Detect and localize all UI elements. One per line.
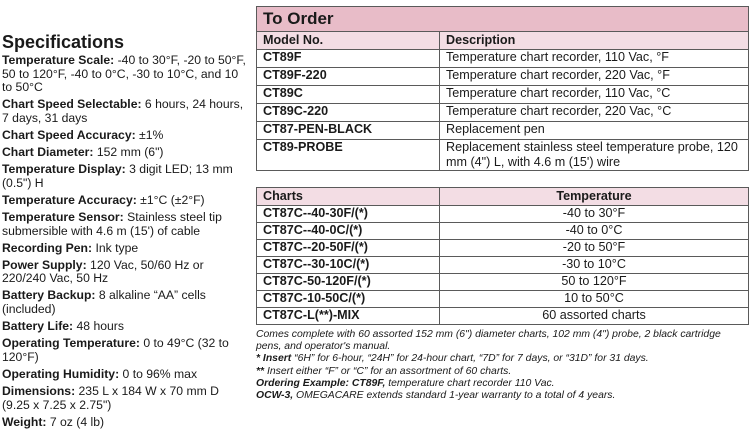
charts-column-header: Charts: [257, 188, 440, 206]
order-row: [257, 104, 749, 122]
spec-value: 0 to 49°C (32 to 120°F): [2, 336, 229, 364]
spec-item: [2, 320, 248, 334]
chart-model: CT87C--40-0C/(*): [257, 223, 440, 240]
order-row: [257, 140, 749, 171]
spec-item: [2, 146, 248, 160]
model-description: Replacement stainless steel temperature probe, 120 mm (4") L, with 4.6 m (15') wire: [440, 140, 749, 171]
order-row: [257, 50, 749, 68]
spec-value: ±1°C (±2°F): [136, 192, 205, 207]
chart-temperature: 10 to 50°C: [440, 291, 749, 308]
spec-label: Temperature Display:: [2, 162, 126, 177]
spec-label: Operating Humidity:: [2, 366, 120, 381]
spec-value: 3 digit LED; 13 mm (0.5") H: [2, 162, 233, 190]
model-description: Temperature chart recorder, 110 Vac, °F: [440, 50, 749, 68]
specifications-heading: Specifications: [2, 32, 125, 52]
spec-label: Temperature Sensor:: [2, 209, 124, 224]
ordering-example: Ordering Example: CT89F, temperature chart recorder 110 Vac.: [256, 377, 555, 389]
chart-row: [257, 274, 749, 291]
spec-item: [2, 259, 248, 286]
model-number: CT87-PEN-BLACK: [257, 122, 440, 140]
spec-item: [2, 163, 248, 190]
spec-label: Dimensions:: [2, 383, 76, 398]
order-panel: [256, 6, 749, 402]
spec-item: [2, 416, 248, 430]
chart-temperature: -40 to 0°C: [440, 223, 749, 240]
order-row: [257, 68, 749, 86]
chart-model: CT87C-10-50C/(*): [257, 291, 440, 308]
chart-row: [257, 240, 749, 257]
chart-model: CT87C-L(**)-MIX: [257, 308, 440, 325]
model-column-header: Model No.: [257, 32, 440, 50]
chart-row: [257, 206, 749, 223]
spec-label: Operating Temperature:: [2, 336, 140, 351]
spec-value: 8 alkaline “AA” cells (included): [2, 288, 206, 316]
spec-label: Battery Life:: [2, 319, 74, 334]
spec-value: 48 hours: [73, 319, 124, 334]
chart-model: CT87C-50-120F/(*): [257, 274, 440, 291]
chart-model: CT87C--40-30F/(*): [257, 206, 440, 223]
spec-value: ±1%: [135, 127, 164, 142]
chart-model: CT87C--20-50F/(*): [257, 240, 440, 257]
model-description: Replacement pen: [440, 122, 749, 140]
charts-table: [256, 187, 749, 325]
spec-item: [2, 129, 248, 143]
spec-item: [2, 289, 248, 316]
spec-value: 152 mm (6"): [93, 145, 164, 160]
specifications-panel: [2, 32, 248, 433]
insert-note-2: ** Insert either “F” or “C” for an assortment of 60 charts.: [256, 365, 512, 377]
spec-item: [2, 242, 248, 256]
order-notes: [256, 329, 749, 402]
chart-row: [257, 308, 749, 325]
spec-label: Power Supply:: [2, 257, 87, 272]
order-row: [257, 122, 749, 140]
ocw-note: OCW-3, OMEGACARE extends standard 1-year warranty to a total of 4 years.: [256, 390, 616, 402]
spec-label: Temperature Scale:: [2, 53, 115, 67]
model-description: Temperature chart recorder, 110 Vac, °C: [440, 86, 749, 104]
model-number: CT89C: [257, 86, 440, 104]
chart-row: [257, 291, 749, 308]
model-number: CT89F-220: [257, 68, 440, 86]
spec-item: [2, 337, 248, 364]
temperature-column-header: Temperature: [440, 188, 749, 206]
spec-item: [2, 385, 248, 412]
order-row: [257, 86, 749, 104]
order-table: [256, 6, 749, 171]
complete-note: Comes complete with 60 assorted 152 mm (6") diameter charts, 102 mm (4") probe, 2 black cartridge pens, and operator's manual.: [256, 329, 721, 353]
spec-value: 7 oz (4 lb): [46, 414, 105, 429]
spec-value: Stainless steel tip submersible with 4.6 m (15') of cable: [2, 209, 222, 238]
spec-label: Weight:: [2, 414, 47, 429]
model-number: CT89F: [257, 50, 440, 68]
spec-item: [2, 368, 248, 382]
spec-label: Chart Speed Accuracy:: [2, 127, 136, 142]
model-number: CT89C-220: [257, 104, 440, 122]
spec-item: [2, 98, 248, 125]
chart-temperature: -40 to 30°F: [440, 206, 749, 223]
chart-model: CT87C--30-10C/(*): [257, 257, 440, 274]
spec-value: 235 L x 184 W x 70 mm D (9.25 x 7.25 x 2.75"): [2, 383, 219, 412]
description-column-header: Description: [440, 32, 749, 50]
insert-note-1: * Insert “6H” for 6-hour, “24H” for 24-hour chart, “7D” for 7 days, or “31D” for 31 days.: [256, 353, 649, 365]
spec-value: 0 to 96% max: [119, 366, 198, 381]
spec-value: 6 hours, 24 hours, 7 days, 31 days: [2, 97, 244, 125]
model-description: Temperature chart recorder, 220 Vac, °F: [440, 68, 749, 86]
spec-item: [2, 194, 248, 208]
model-description: Temperature chart recorder, 220 Vac, °C: [440, 104, 749, 122]
chart-temperature: -30 to 10°C: [440, 257, 749, 274]
chart-temperature: -20 to 50°F: [440, 240, 749, 257]
spec-item: [2, 54, 248, 95]
spec-label: Chart Speed Selectable:: [2, 97, 142, 112]
chart-temperature: 60 assorted charts: [440, 308, 749, 325]
spec-value: Ink type: [92, 240, 139, 255]
model-number: CT89-PROBE: [257, 140, 440, 171]
chart-row: [257, 257, 749, 274]
spec-label: Chart Diameter:: [2, 145, 94, 160]
spec-value: 120 Vac, 50/60 Hz or 220/240 Vac, 50 Hz: [2, 257, 204, 286]
spec-label: Recording Pen:: [2, 240, 93, 255]
spec-value: -40 to 30°F, -20 to 50°F, 50 to 120°F, -40 to 0°C, -30 to 10°C, and 10 to 50°C: [2, 53, 246, 95]
chart-temperature: 50 to 120°F: [440, 274, 749, 291]
spec-label: Temperature Accuracy:: [2, 192, 137, 207]
spec-label: Battery Backup:: [2, 288, 96, 303]
chart-row: [257, 223, 749, 240]
order-title: To Order: [257, 7, 749, 32]
specifications-list: [2, 54, 248, 429]
spec-item: [2, 211, 248, 238]
